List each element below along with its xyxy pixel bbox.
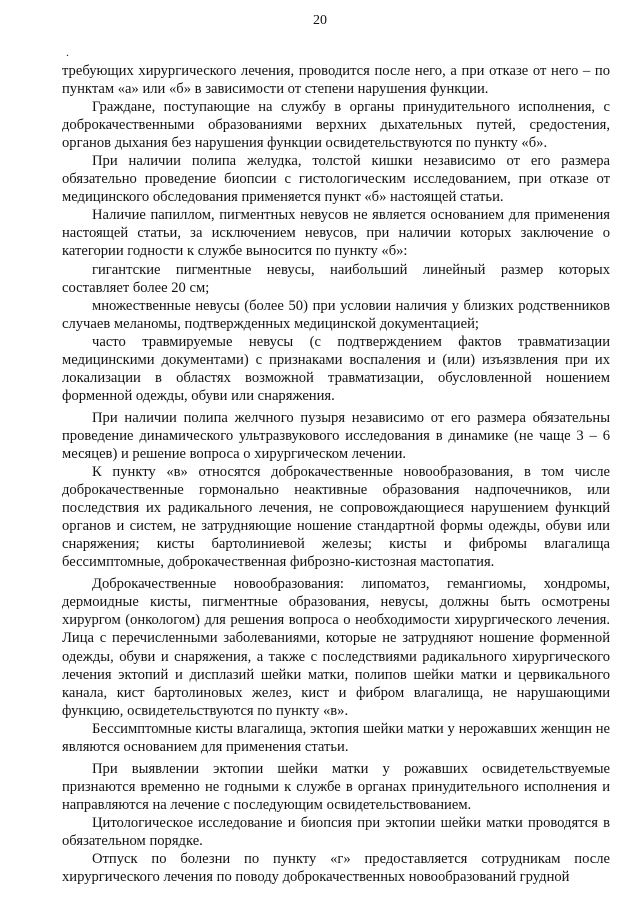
paragraph-point-v: К пункту «в» относятся доброкачественные новообразования, в том числе доброкачественные гормонально неактивные образования надпочечников, или последствия их радикального лечения, не сопровождающиеся нарушением функций органов и систем, не затрудняющие ношение стандартной формы одежды, обуви или снаряжения; кисты бартолиниевой железы; кисты и фибромы влагалища бессимптомные, доброкачественная фиброзно-кистозная мастопатия. <box>62 464 610 571</box>
page-number: 20 <box>313 13 327 28</box>
paragraph-polyp-stomach: При наличии полипа желудка, толстой кишки независимо от его размера обязательно проведение биопсии с гистологическим исследованием, при отказе от медицинского обследования применяется пункт «б» настоящей статьи. <box>62 153 610 206</box>
stray-mark: . <box>66 45 69 59</box>
paragraph-cytology: Цитологическое исследование и биопсия при эктопии шейки матки проводятся в обязательном порядке. <box>62 814 610 849</box>
paragraph-respiratory: Граждане, поступающие на службу в органы принудительного исполнения, с доброкачественными образованиями верхних дыхательных путей, средостения, органов дыхания без нарушения функции освидетельствуются по пункту «б». <box>62 99 610 152</box>
paragraph-traumatized-nevus: часто травмируемые невусы (с подтверждением фактов травматизации медицинскими документами) с признаками воспаления и (или) изъязвления при их локализации в областях возможной травматизации, обусловленной ношением форменной одежды, обуви или снаряжения. <box>62 333 610 404</box>
paragraph-gallbladder-polyp: При наличии полипа желчного пузыря независимо от его размера обязательны проведение динамического ультразвукового исследования в динамике (не чаще 3 – 6 месяцев) и решение вопроса о хирургическом лечении. <box>62 409 610 462</box>
paragraph-giant-nevus: гигантские пигментные невусы, наибольший линейный размер которых составляет более 20 см; <box>62 261 610 296</box>
paragraph-continuation: требующих хирургического лечения, проводится после него, а при отказе от него – по пунктам «а» или «б» в зависимости от степени нарушения функции. <box>62 63 610 98</box>
paragraph-papilloma-nevus: Наличие папиллом, пигментных невусов не является основанием для применения настоящей статьи, за исключением невусов, при наличии которых заключение о категории годности к службе выносится по пункту «б»: <box>62 207 610 260</box>
paragraph-ectopia-detection: При выявлении эктопии шейки матки у рожавших освидетельствуемые признаются временно не годными к службе в органах принудительного исполнения и направляются на лечение с последующим освидетельствованием. <box>62 760 610 813</box>
paragraph-benign-neoplasms: Доброкачественные новообразования: липоматоз, гемангиомы, хондромы, дермоидные кисты, пигментные образования, невусы, должны быть осмотрены хирургом (онкологом) для решения вопроса о необходимости хирургического лечения. Лица с перечисленными заболеваниями, которые не затрудняют ношение форменной одежды, обуви и снаряжения, а также с последствиями радикального хирургического лечения эктопий и дисплазий шейки матки, полипов шейки матки и цервикального канала, кист бартолиновых желез, кист и фибром влагалища, не нарушающими функцию, освидетельствуются по пункту «в». <box>62 576 610 719</box>
paragraph-sick-leave: Отпуск по болезни по пункту «г» предоставляется сотрудникам после хирургического лечения по поводу доброкачественных новообразований грудной <box>62 851 610 886</box>
document-body <box>62 62 610 886</box>
paragraph-multiple-nevus: множественные невусы (более 50) при условии наличия у близких родственников случаев меланомы, подтвержденных медицинской документацией; <box>62 297 610 332</box>
paragraph-vaginal-cysts: Бессимптомные кисты влагалища, эктопия шейки матки у нерожавших женщин не являются основанием для применения статьи. <box>62 720 610 755</box>
